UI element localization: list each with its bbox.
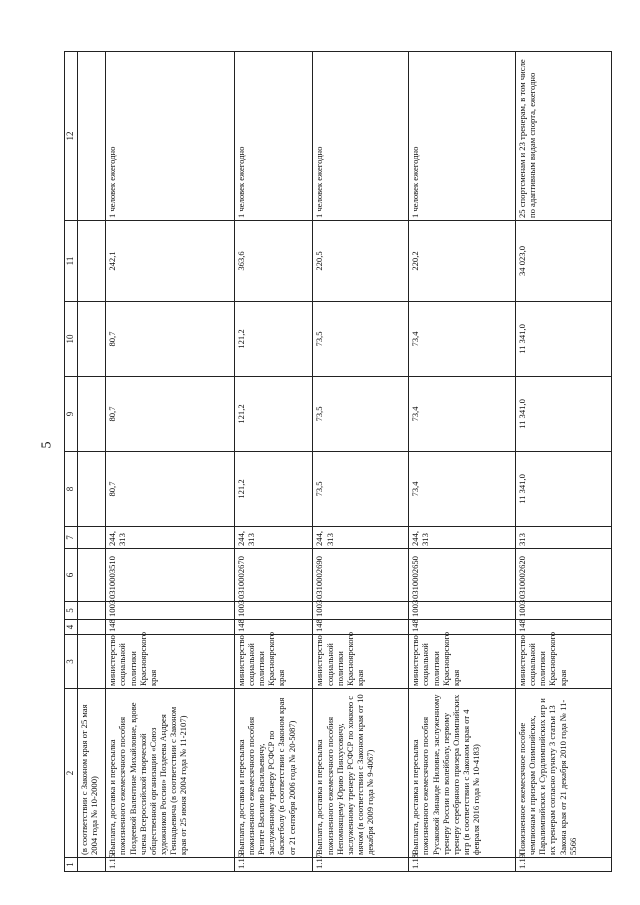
table-row: 1.17 Выплата, доставка и пересылка пожизненного ежемесячного пособия Непомнящему Юрию Пинхусовичу, заслуженному тренеру РСФСР по хоккею с мячом (в соответствии с Законом края от 10 декабря 2009 года № 9-4067) министерство социальной политики Красноярского края 148 1003 0310002690 244, 313 73,5 73,5 73,5 220,5 1 человек ежегодно bbox=[313, 52, 409, 872]
header-cell: 11 bbox=[65, 221, 78, 302]
header-cell: 1 bbox=[65, 858, 78, 872]
table-row: 1.16 Выплата, доставка и пересылка пожизненного ежемесячного пособия Репите Василию Васильевичу, заслуженному тренеру РСФСР по баскетболу (в соответствии с Законом края от 21 сентября 2006 года № 20-5087) министерство социальной политики Красноярского края 148 1003 0310002670 244, 313 121,2 121,2 121,2 363,6 1 человек ежегодно bbox=[234, 52, 312, 872]
header-cell: 6 bbox=[65, 549, 78, 602]
header-row bbox=[65, 52, 78, 872]
continuation-text: (в соответствии с Законом края от 25 мая 2004 года № 10-2000) bbox=[78, 689, 106, 858]
budget-table bbox=[64, 51, 612, 872]
header-cell: 2 bbox=[65, 689, 78, 858]
table-row: 1.19 Пожизненное ежемесячное пособие чемпионам и призерам Олимпийских, Паралимпийских и Сурдлимпийских игр и их тренерам согласно пункту 3 статьи 13 Закона края от 21 декабря 2010 года № 11-5566 министерство социальной политики Красноярского края 148 1003 0310002620 313 11 341,0 11 341,0 11 341,0 34 023,0 25 спортсменам и 23 тренерам, в том числе по адаптивным видам спорта, ежегодно bbox=[516, 52, 612, 872]
header-cell: 7 bbox=[65, 527, 78, 549]
table-row: 1.18 Выплата, доставка и пересылка пожизненного ежемесячного пособия Русаковой Зинаиде Ниловне, заслуженному тренеру России по волейболу, первому тренеру серебряного призера Олимпийских игр (в соответствии с Законом края от 4 февраля 2016 года № 10-4183) министерство социальной политики Красноярского края 148 1003 0310002650 244, 313 73,4 73,4 73,4 220,2 1 человек ежегодно bbox=[409, 52, 516, 872]
header-cell: 8 bbox=[65, 452, 78, 527]
header-cell: 9 bbox=[65, 377, 78, 452]
header-cell: 3 bbox=[65, 635, 78, 689]
header-cell: 12 bbox=[65, 52, 78, 221]
header-cell: 5 bbox=[65, 602, 78, 620]
page-number: 5 bbox=[39, 441, 55, 449]
continuation-row bbox=[78, 52, 106, 872]
header-cell: 10 bbox=[65, 302, 78, 377]
rotated-table-wrapper bbox=[64, 52, 612, 872]
header-cell: 4 bbox=[65, 620, 78, 635]
table-row: 1.15 Выплата, доставка и пересылка пожизненного ежемесячного пособия Поздеевой Валентине Михайловне, вдове члена Всероссийской творческой общественной организации «Союз художников России» Поздеева Андрея Геннадьевича (в соответствии с Законом края от 25 июня 2004 года № 11-2107) министерство социальной политики Красноярского края 148 1003 0310003510 244, 313 80,7 80,7 80,7 242,1 1 человек ежегодно bbox=[106, 52, 235, 872]
